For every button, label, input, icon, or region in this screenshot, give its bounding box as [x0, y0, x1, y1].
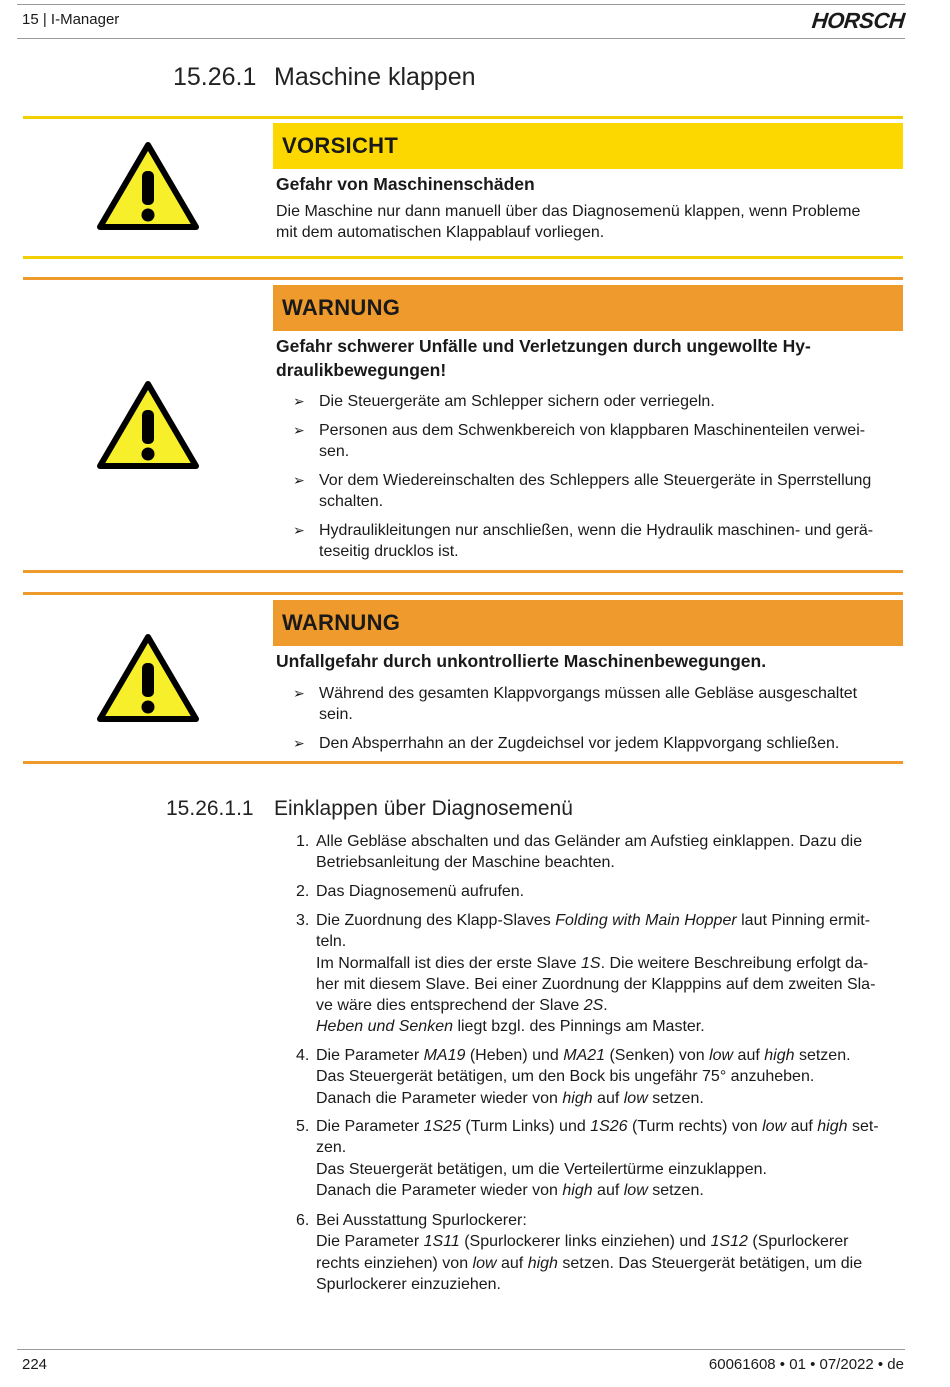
- section-number: 15.26.1: [173, 63, 257, 91]
- step-number: 5.: [296, 1118, 310, 1135]
- step-text-line: Die Zuordnung des Klapp-Slaves Folding with Main Hopper laut Pinning ermit-: [316, 912, 871, 929]
- caution-label: VORSICHT: [273, 123, 903, 169]
- step-number: 3.: [296, 912, 310, 929]
- step-item: [296, 910, 876, 1038]
- step-text-line: Danach die Parameter wieder von high auf low setzen.: [316, 1089, 704, 1107]
- warning1-bullet: ➢ Die Steuergeräte am Schlepper sichern oder verriegeln.: [293, 393, 715, 410]
- subsection-number: 15.26.1.1: [166, 797, 254, 820]
- step-text-line: Die Parameter 1S11 (Spurlockerer links einziehen) und 1S12 (Spurlockerer: [316, 1233, 849, 1251]
- step-text-line: Bei Ausstattung Spurlockerer:: [316, 1212, 527, 1229]
- warning1-bullet: ➢ Vor dem Wiedereinschalten des Schleppers alle Steuergeräte in Sperrstellung schalten.: [293, 472, 872, 510]
- step-item: [296, 1045, 851, 1109]
- step-text-line: Das Steuergerät betätigen, um den Bock bis ungefähr 75° anzuheben.: [316, 1068, 815, 1086]
- warning2-bullet: ➢ Während des gesamten Klappvorgangs müssen alle Gebläse ausgeschaltet sein.: [293, 685, 858, 723]
- arrow-bullet-icon: ➢: [293, 393, 305, 409]
- warning2-title: Unfallgefahr durch unkontrollierte Maschinenbewegungen.: [276, 651, 767, 671]
- caution-top-rule: [23, 116, 903, 119]
- warning1-top-rule: [23, 277, 903, 280]
- step-item: [296, 1116, 879, 1201]
- step-text-line: rechts einziehen) von low auf high setzen. Das Steuergerät betätigen, um die: [316, 1254, 863, 1272]
- arrow-bullet-icon: ➢: [293, 422, 305, 438]
- arrow-bullet-icon: ➢: [293, 472, 305, 488]
- warning-triangle-icon: [96, 380, 200, 470]
- warning1-title-line-1: Gefahr schwerer Unfälle und Verletzungen durch ungewollte Hy-: [276, 336, 811, 356]
- arrow-bullet-icon: ➢: [293, 735, 305, 751]
- header-top-rule: [17, 4, 905, 5]
- warning1-bullet: ➢ Personen aus dem Schwenkbereich von klappbaren Maschinenteilen verwei- sen.: [293, 422, 866, 460]
- caution-text-line-1: Die Maschine nur dann manuell über das Diagnosemenü klappen, wenn Probleme: [276, 203, 861, 220]
- step-text-line: her mit diesem Slave. Bei einer Zuordnung der Klapppins auf dem zweiten Sla-: [316, 975, 876, 993]
- warning-triangle-icon: [96, 633, 200, 723]
- step-text-line: Betriebsanleitung der Maschine beachten.: [316, 854, 615, 872]
- step-text-line: Spurlockerer einzuziehen.: [316, 1275, 501, 1293]
- arrow-bullet-icon: ➢: [293, 685, 305, 701]
- warning2-bottom-rule: [23, 761, 903, 764]
- step-text-line: teln.: [316, 933, 347, 951]
- page-number: 224: [22, 1356, 48, 1373]
- warning1-bullet: ➢ Hydraulikleitungen nur anschließen, wenn die Hydraulik maschinen- und gerä- teseitig drucklos ist.: [293, 522, 874, 560]
- caution-bottom-rule: [23, 256, 903, 259]
- step-item: [296, 881, 525, 902]
- step-number: 4.: [296, 1047, 310, 1064]
- warning2-label: WARNUNG: [273, 600, 903, 646]
- step-text-line: Danach die Parameter wieder von high auf low setzen.: [316, 1181, 704, 1199]
- step-text-line: Das Diagnosemenü aufrufen.: [316, 883, 525, 900]
- warning1-label: WARNUNG: [273, 285, 903, 331]
- step-text-line: Heben und Senken liegt bzgl. des Pinnings am Master.: [316, 1018, 705, 1036]
- arrow-bullet-icon: ➢: [293, 522, 305, 538]
- horsch-logo: HORSCH: [810, 8, 906, 33]
- caution-title: Gefahr von Maschinenschäden: [276, 174, 535, 194]
- document-info: 60061608 • 01 • 07/2022 • de: [708, 1356, 904, 1373]
- step-text-line: Alle Gebläse abschalten und das Geländer am Aufstieg einklappen. Dazu die: [316, 833, 863, 850]
- header-bottom-rule: [17, 38, 905, 39]
- section-title: Maschine klappen: [274, 63, 476, 91]
- step-text-line: Die Parameter 1S25 (Turm Links) und 1S26 (Turm rechts) von low auf high set-: [316, 1118, 879, 1135]
- step-text-line: zen.: [316, 1139, 347, 1157]
- step-text-line: Das Steuergerät betätigen, um die Verteilertürme einzuklappen.: [316, 1160, 767, 1178]
- step-text-line: Die Parameter MA19 (Heben) und MA21 (Senken) von low auf high setzen.: [316, 1047, 851, 1064]
- header-section: 15 | I-Manager: [22, 11, 120, 28]
- step-number: 2.: [296, 883, 310, 900]
- warning-triangle-icon: [96, 141, 200, 231]
- footer-rule: [17, 1349, 905, 1350]
- warning1-title-line-2: draulikbewegungen!: [276, 360, 447, 380]
- warning2-top-rule: [23, 592, 903, 595]
- step-number: 6.: [296, 1212, 310, 1229]
- caution-text-line-2: mit dem automatischen Klappablauf vorliegen.: [276, 224, 605, 241]
- step-item: [296, 831, 863, 874]
- step-text-line: Im Normalfall ist dies der erste Slave 1S. Die weitere Beschreibung erfolgt da-: [316, 954, 869, 972]
- warning1-bottom-rule: [23, 570, 903, 573]
- step-number: 1.: [296, 833, 310, 850]
- warning2-bullet: ➢ Den Absperrhahn an der Zugdeichsel vor jedem Klappvorgang schließen.: [293, 735, 840, 752]
- subsection-title: Einklappen über Diagnosemenü: [274, 797, 573, 820]
- step-item: [296, 1210, 863, 1295]
- step-text-line: ve wäre dies entsprechend der Slave 2S.: [316, 997, 608, 1015]
